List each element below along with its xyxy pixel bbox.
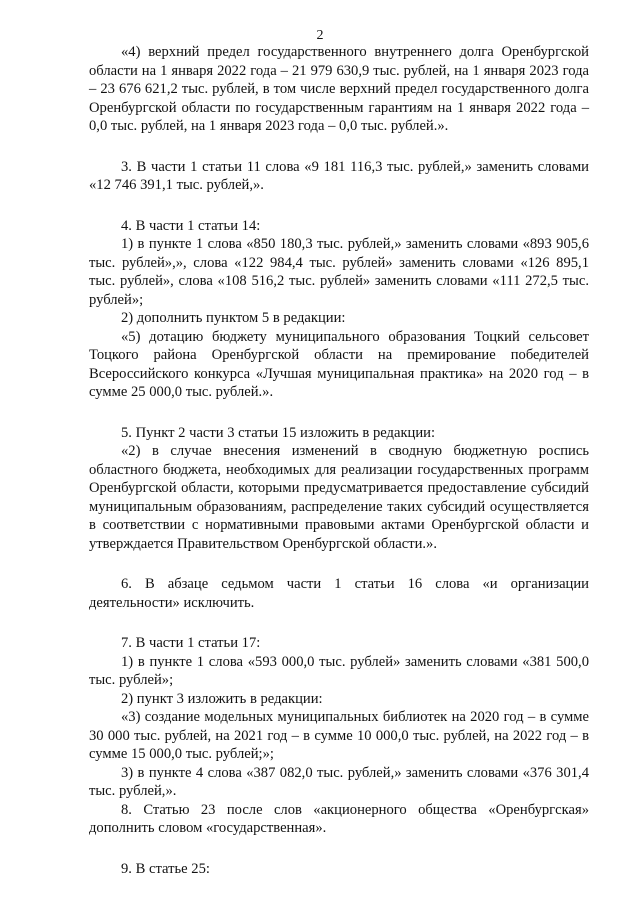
paragraph-item-5: 5. Пункт 2 части 3 статьи 15 изложить в редакции: <box>121 424 436 441</box>
paragraph-item-4-1: 1) в пункте 1 слова «850 180,3 тыс. рублей,» заменить словами «893 905,6 тыс. рублей»,», слова «122 984,4 тыс. рублей» заменить словами «126 895,1 тыс. рублей», слова «108 516,2 тыс. рублей» заменить словами «111 272,5 тыс. рублей»; <box>89 236 589 308</box>
paragraph-item-7: 7. В части 1 статьи 17: <box>121 635 261 651</box>
document-body <box>89 43 589 878</box>
page-number: 2 <box>316 28 324 43</box>
paragraph-item-5-text: «2) в случае внесения изменений в сводную бюджетную роспись областного бюджета, необходимых для реализации государственных программ Оренбургской области, которыми предусматривается предоставление субсидий муниципальным образованиям, распределение таких субсидий осуществляется в соответствии с нормативными правовыми актами Оренбургской области и утверждается Правительством Оренбургской области.». <box>89 443 589 552</box>
paragraph-item-8: 8. Статью 23 после слов «акционерного общества «Оренбургская» дополнить словом «государственная». <box>89 801 589 836</box>
paragraph-item-4: 4. В части 1 статьи 14: <box>121 217 261 234</box>
paragraph-item-7-2: 2) пункт 3 изложить в редакции: <box>121 690 323 707</box>
paragraph-item-7-1: 1) в пункте 1 слова «593 000,0 тыс. рублей» заменить словами «381 500,0 тыс. рублей»; <box>89 653 589 688</box>
paragraph-item-7-2-text: «3) создание модельных муниципальных библиотек на 2020 год – в сумме 30 000 тыс. рублей, на 2021 год – в сумме 10 000,0 тыс. рублей, на 2022 год – в сумме 15 000,0 тыс. рублей;»; <box>89 709 589 762</box>
paragraph-item-6: 6. В абзаце седьмом части 1 статьи 16 слова «и организации деятельности» исключить. <box>89 576 589 611</box>
paragraph-item-3: 3. В части 1 статьи 11 слова «9 181 116,3 тыс. рублей,» заменить словами «12 746 391,1 тыс. рублей,». <box>89 158 589 193</box>
paragraph-item-4-2: 2) дополнить пунктом 5 в редакции: <box>121 310 346 326</box>
paragraph-item-9: 9. В статье 25: <box>121 860 210 877</box>
paragraph-item-4-2-text: «5) дотацию бюджету муниципального образования Тоцкий сельсовет Тоцкого района Оренбургской области на премирование победителей Всероссийского конкурса «Лучшая муниципальная практика» на 2020 год – в сумме 25 000,0 тыс. рублей.». <box>89 328 589 400</box>
paragraph-debt-limit: «4) верхний предел государственного внутреннего долга Оренбургской области на 1 января 2022 года – 21 979 630,9 тыс. рублей, на 1 января 2023 года – 23 676 621,2 тыс. рублей, в том числе верхний предел государственного долга Оренбургской области по государственным гарантиям на 1 января 2022 года – 0,0 тыс. рублей, на 1 января 2023 года – 0,0 тыс. рублей.». <box>89 44 589 134</box>
paragraph-item-7-3: 3) в пункте 4 слова «387 082,0 тыс. рублей,» заменить словами «376 301,4 тыс. рублей,». <box>89 764 589 799</box>
